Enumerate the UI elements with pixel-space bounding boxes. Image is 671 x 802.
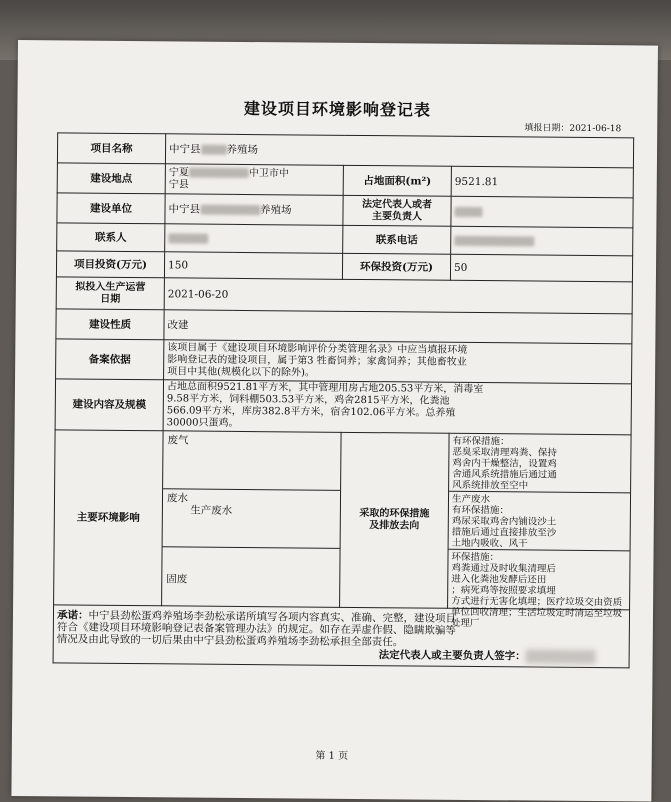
document-page [11, 40, 658, 802]
contact-label: 联系人 [57, 223, 165, 252]
env-investment-label: 环保投资(万元) [342, 253, 450, 280]
investment-value: 150 [164, 252, 342, 280]
page-number: 第 1 页 [315, 750, 349, 762]
content-value: 占地总面积9521.81平方米，其中管理用房占地205.53平方米，消毒室 9.58平方米，饲料棚503.53平方米，鸡舍2815平方米，化粪池 566.09平方米，库房382.8平方米，宿舍102.06平方米。总养殖 30000只蛋鸡。 [163, 380, 631, 435]
nature-value: 改建 [164, 310, 632, 344]
project-name-label: 项目名称 [57, 133, 165, 164]
legal-rep-label: 法定代表人或者 主要负责人 [343, 195, 451, 226]
env-impact-label: 主要环境影响 [54, 430, 164, 606]
env-investment-value: 50 [450, 254, 632, 282]
fill-date: 填报日期：2021-06-18 [524, 123, 622, 135]
contact-value [165, 224, 343, 254]
location-label: 建设地点 [57, 163, 165, 194]
basis-value: 该项目属于《建设项目环境影响评价分类管理名录》中应当填报环境 影响登记表的建设项目，属于第3 牲畜饲养；家禽饲养；其他畜牧业 项目中其他(规模化以下的除外)。 [164, 340, 632, 384]
measure-gas: 有环保措施： 恶臭采取清理鸡粪、保持 鸡舍内干燥整洁，设置鸡 舍通风系统措施后通过通 风系统排放至空中 [449, 434, 630, 494]
nature-label: 建设性质 [56, 309, 164, 340]
operation-date-value: 2021-06-20 [164, 278, 632, 314]
env-item-gas: 废气 [163, 431, 340, 491]
env-item-solid: 固废 [166, 573, 188, 586]
signature-redacted [526, 649, 596, 664]
measures-label: 采取的环保措施 及排放去向 [340, 432, 450, 608]
measure-solid: 环保措施： 鸡粪通过及时收集清理后 进入化粪池发酵后还田 ；病死鸡等按照要求填埋 方式进行无害化填埋；医疗垃圾交由资质单位回收清理；生活垃圾定时清运至垃圾处理厂 [450, 551, 623, 630]
unit-label: 建设单位 [57, 193, 165, 224]
area-value: 9521.81 [451, 166, 633, 198]
phone-value [451, 226, 633, 256]
legal-rep-value [451, 196, 633, 228]
basis-label: 备案依据 [56, 339, 164, 380]
env-impact-items [162, 431, 342, 608]
form-title: 建设项目环境影响登记表 [243, 98, 431, 120]
signature-line: 法定代表人或主要负责人签字： [57, 645, 626, 664]
phone-label: 联系电话 [343, 225, 451, 254]
investment-label: 项目投资(万元) [56, 251, 164, 278]
operation-date-label: 拟投入生产运营 日期 [56, 277, 164, 310]
measure-water: 生产废水 有环保措施： 鸡尿采取鸡舍内铺设沙土 措施后通过直接排放至沙 土地内吸收、风干 [449, 492, 630, 552]
measures-items [448, 433, 632, 630]
project-name-value: 中宁县 养殖场 [165, 134, 633, 168]
area-label: 占地面积(m²) [343, 165, 451, 196]
unit-value: 中宁县 养殖场 [165, 194, 343, 226]
env-item-water: 废水 生产废水 [163, 489, 340, 549]
location-value: 宁夏 中卫市中 宁县 [165, 164, 343, 196]
registration-table [53, 132, 635, 668]
content-label: 建设内容及规模 [55, 379, 163, 431]
commitment: 承诺：中宁县劲松蛋鸡养殖场李劲松承诺所填写各项内容真实、准确、完整，建设项目 符合《建设项目环境影响登记表备案管理办法》的规定。如存在弄虚作假、隐瞒欺骗等 情况及由此导致的一切后果由中宁县劲松蛋鸡养殖场李劲松承担全部责任。 法定代表人或主要负责人签字： [53, 605, 629, 668]
